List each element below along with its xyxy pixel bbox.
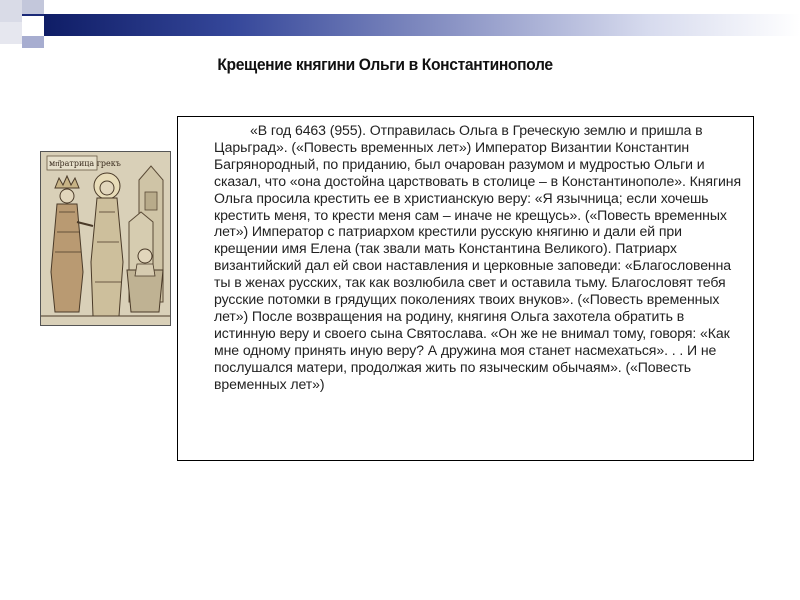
- header-square: [22, 14, 44, 36]
- header-square: [22, 0, 44, 14]
- header-gradient-bar: [44, 14, 800, 36]
- quote-body-text: «В год 6463 (955). Отправилась Ольга в Греческую землю и пришла в Царьград». («Повесть временных лет») Император Византии Константин Багрянородный, по приданию, был очарован разумом и мудростью Ольги и сказал, что «она достойна царствовать в столице – в Константинополе». Княгиня Ольга просила крестить ее в христианскую веру: «Я язычница; если хочешь крестить меня, то крести меня сам – иначе не крещусь». («Повесть временных лет») Император с патриархом крестили русскую княгиню и дали ей при крещении имя Елена (так звали мать Константина Великого). Патриарх византийский дал ей свои наставления и церковные заповеди: «Благословенна ты в женах русских, так как возлюбила свет и оставила тьму. Благословят тебя русские потомки в грядущих поколениях твоих внуков». («Повесть временных лет») После возвращения на родину, княгиня Ольга захотела обратить в истинную веру и своего сына Святослава. «Он же не внимал тому, говоря: «Как мне одному принять иную веру? А дружина моя станет насмехаться». . . И не послушался матери, продолжая жить по языческим обычаям». («Повесть временных лет»): [214, 122, 741, 392]
- slide-title: Крещение княгини Ольги в Константинополе: [217, 55, 553, 74]
- header-square: [0, 0, 22, 22]
- header-square: [0, 22, 22, 44]
- miniature-baptism-icon: [40, 151, 171, 326]
- header-square: [22, 36, 44, 48]
- illustration-caption: мп҃ратрица грекъ: [49, 159, 121, 168]
- quote-text-box: [177, 116, 754, 461]
